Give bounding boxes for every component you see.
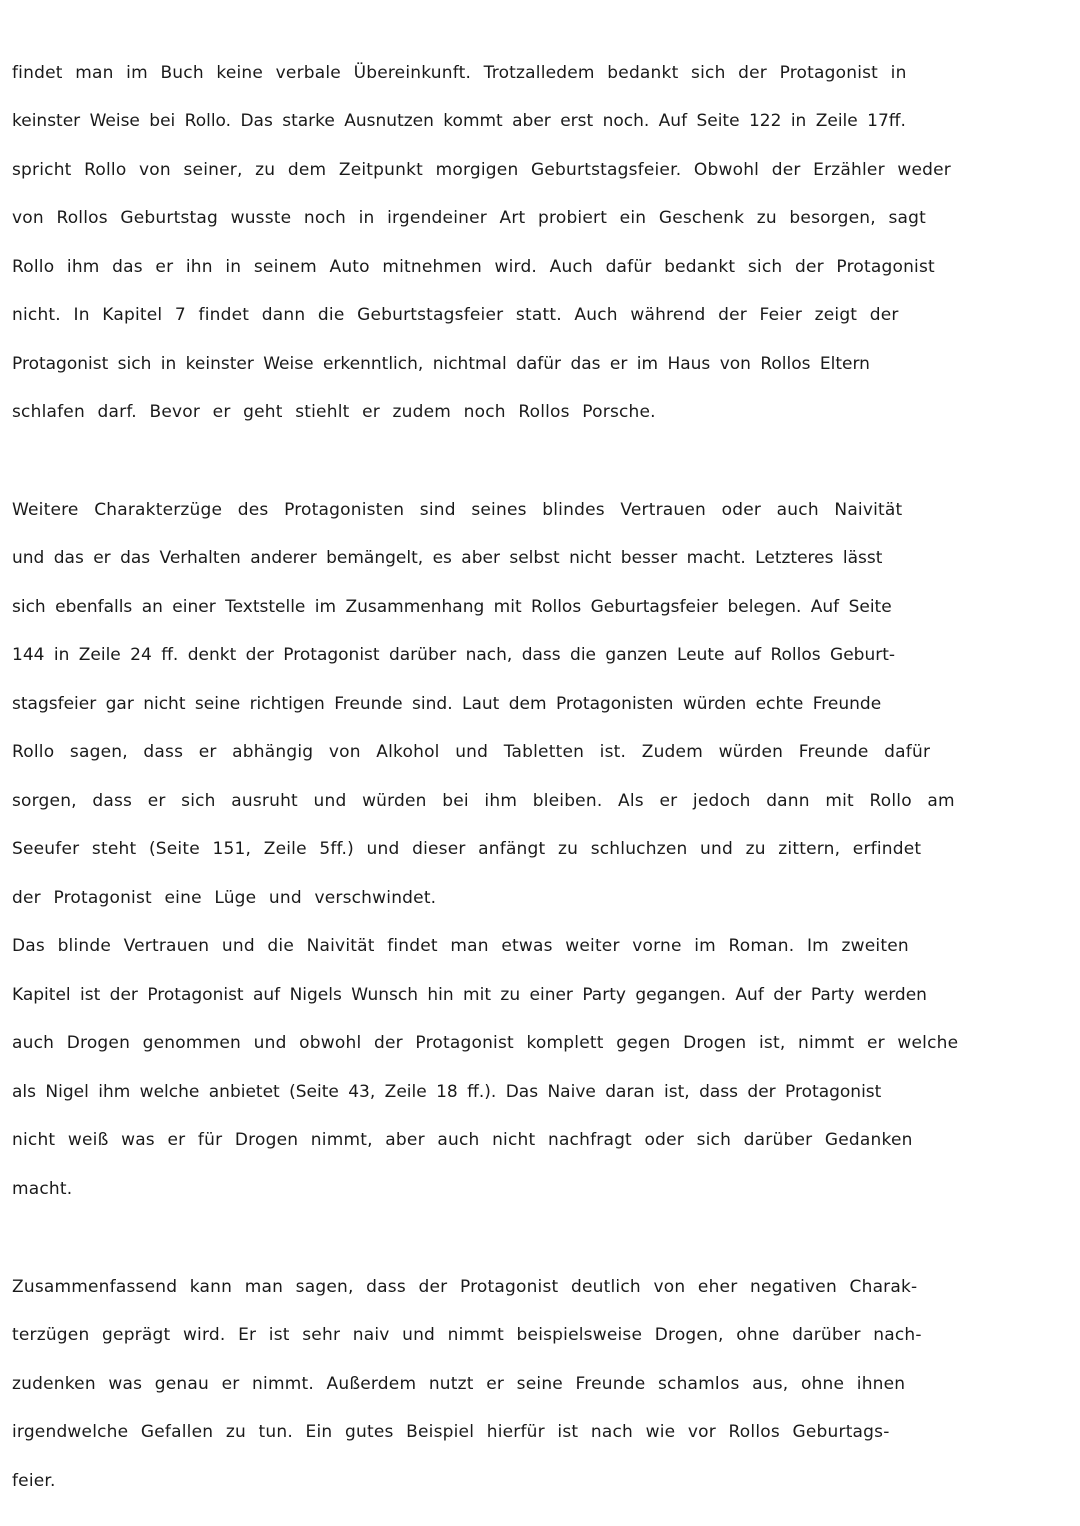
- text-line: der Protagonist eine Lüge und verschwindet.: [12, 888, 437, 908]
- text-line: Seeufer steht (Seite 151, Zeile 5ff.) und dieser anfängt zu schluchzen und zu zittern, erfindet: [12, 839, 922, 859]
- text-line: nicht. In Kapitel 7 findet dann die Geburtstagsfeier statt. Auch während der Feier zeigt der: [12, 305, 899, 325]
- text-line: spricht Rollo von seiner, zu dem Zeitpunkt morgigen Geburtstagsfeier. Obwohl der Erzähler weder: [12, 160, 951, 180]
- text-line: Zusammenfassend kann man sagen, dass der Protagonist deutlich von eher negativen Charak-: [12, 1277, 918, 1297]
- text-line: macht.: [12, 1179, 73, 1199]
- text-line: Das blinde Vertrauen und die Naivität findet man etwas weiter vorne im Roman. Im zweiten: [12, 936, 909, 956]
- text-line: Kapitel ist der Protagonist auf Nigels Wunsch hin mit zu einer Party gegangen. Auf der Party werden: [12, 985, 927, 1005]
- text-line: Rollo sagen, dass er abhängig von Alkohol und Tabletten ist. Zudem würden Freunde dafür: [12, 742, 931, 762]
- text-line: irgendwelche Gefallen zu tun. Ein gutes Beispiel hierfür ist nach wie vor Rollos Geburtags-: [12, 1422, 890, 1442]
- text-line: sich ebenfalls an einer Textstelle im Zusammenhang mit Rollos Geburtagsfeier belegen. Auf Seite: [12, 597, 892, 617]
- text-line: 144 in Zeile 24 ff. denkt der Protagonist darüber nach, dass die ganzen Leute auf Rollos Geburt-: [12, 645, 896, 665]
- text-line: stagsfeier gar nicht seine richtigen Freunde sind. Laut dem Protagonisten würden echte Freunde: [12, 694, 882, 714]
- text-line: Rollo ihm das er ihn in seinem Auto mitnehmen wird. Auch dafür bedankt sich der Protagonist: [12, 257, 935, 277]
- text-line: zudenken was genau er nimmt. Außerdem nutzt er seine Freunde schamlos aus, ohne ihnen: [12, 1374, 906, 1394]
- text-line: feier.: [12, 1471, 56, 1491]
- text-line: schlafen darf. Bevor er geht stiehlt er zudem noch Rollos Porsche.: [12, 402, 656, 422]
- text-line: terzügen geprägt wird. Er ist sehr naiv und nimmt beispielsweise Drogen, ohne darüber nach-: [12, 1325, 922, 1345]
- text-line: Weitere Charakterzüge des Protagonisten sind seines blindes Vertrauen oder auch Naivität: [12, 500, 903, 520]
- text-line: nicht weiß was er für Drogen nimmt, aber auch nicht nachfragt oder sich darüber Gedanken: [12, 1130, 913, 1150]
- text-line: von Rollos Geburtstag wusste noch in irgendeiner Art probiert ein Geschenk zu besorgen, sagt: [12, 208, 926, 228]
- text-line: und das er das Verhalten anderer bemängelt, es aber selbst nicht besser macht. Letzteres lässt: [12, 548, 883, 568]
- text-line: keinster Weise bei Rollo. Das starke Ausnutzen kommt aber erst noch. Auf Seite 122 in Zeile 17ff.: [12, 111, 906, 131]
- text-line: auch Drogen genommen und obwohl der Protagonist komplett gegen Drogen ist, nimmt er welche: [12, 1033, 959, 1053]
- text-line: findet man im Buch keine verbale Übereinkunft. Trotzalledem bedankt sich der Protagonist in: [12, 63, 907, 83]
- text-line: Protagonist sich in keinster Weise erkenntlich, nichtmal dafür das er im Haus von Rollos Eltern: [12, 354, 870, 374]
- text-line: als Nigel ihm welche anbietet (Seite 43, Zeile 18 ff.). Das Naive daran ist, dass der Protagonist: [12, 1082, 882, 1102]
- text-line: sorgen, dass er sich ausruht und würden bei ihm bleiben. Als er jedoch dann mit Rollo am: [12, 791, 955, 811]
